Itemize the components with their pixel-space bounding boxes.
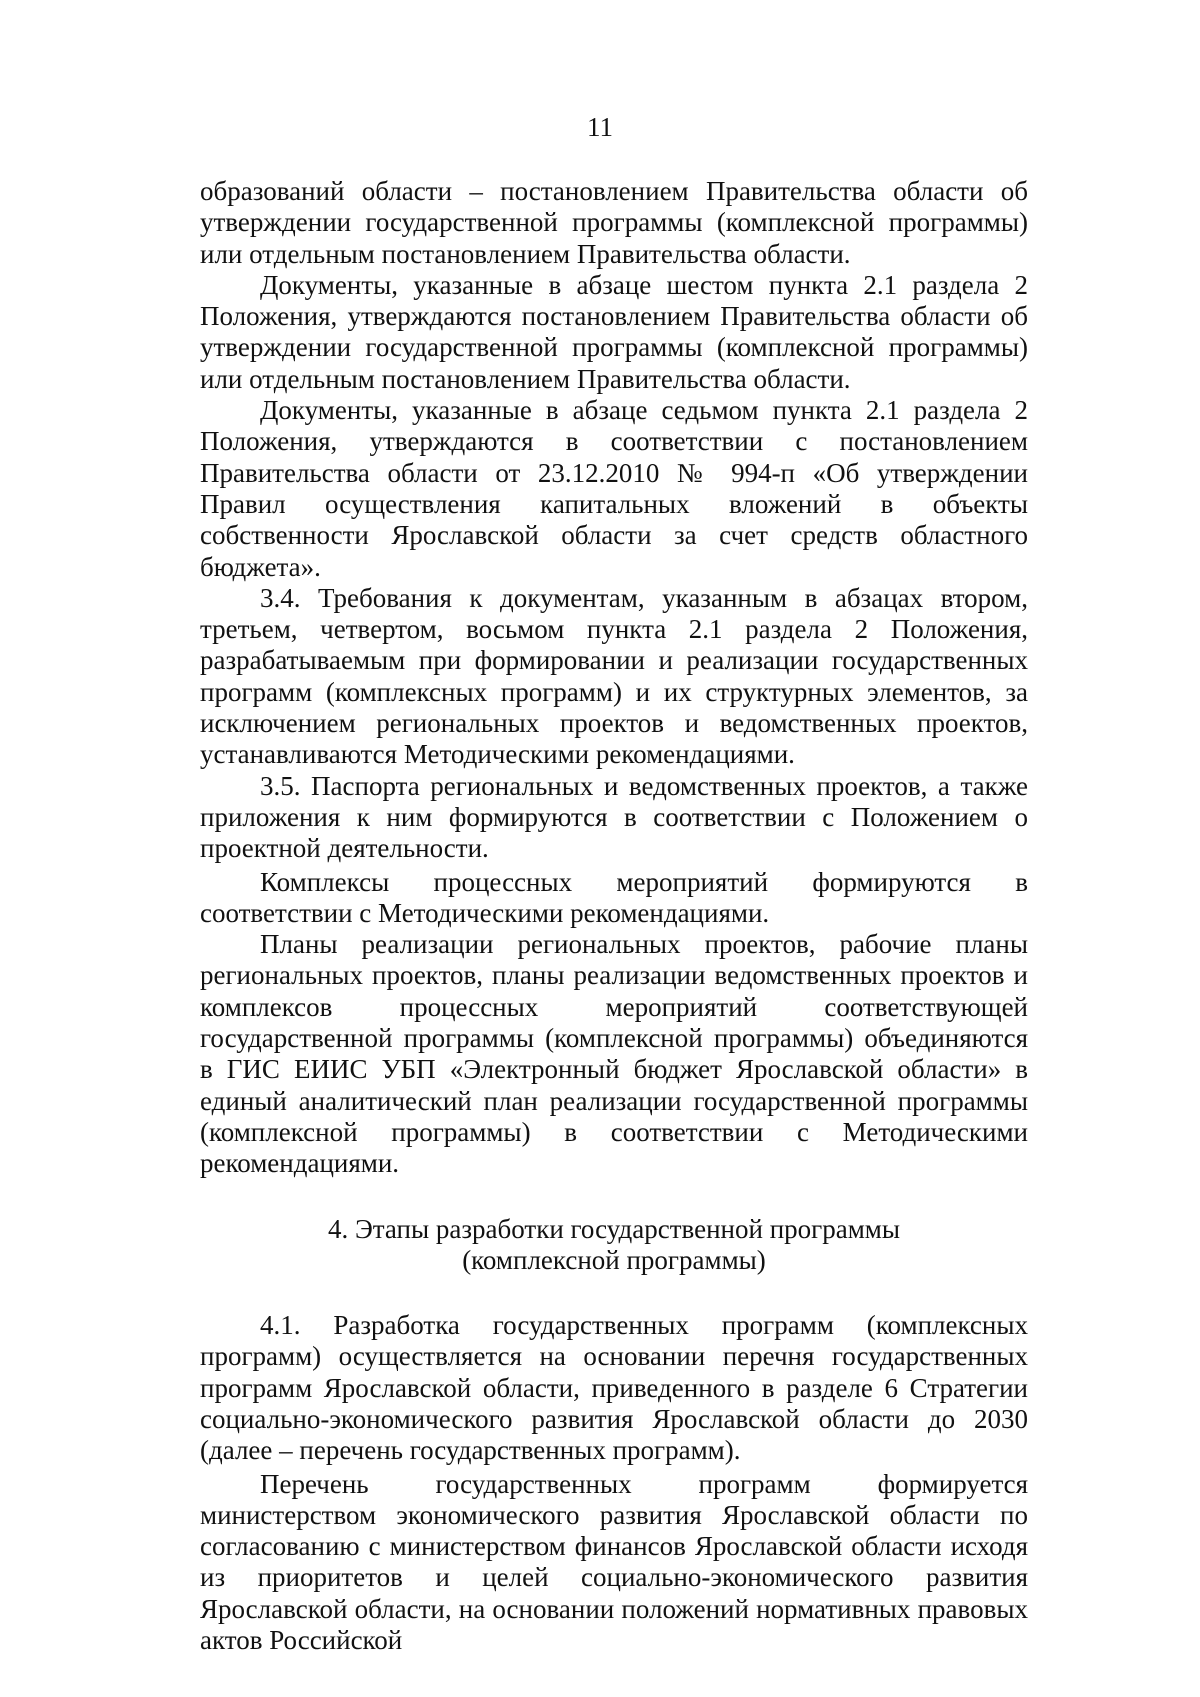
document-body — [200, 176, 1028, 1656]
paragraph-4-1: 4.1. Разработка государственных программ (комплексных программ) осуществляется на основании перечня государственных программ Ярославской области, приведенного в разделе 6 Стратегии социально-экономического развития Ярославской области до 2030 (далее – перечень государственных программ). — [200, 1310, 1028, 1466]
paragraph-documents-sixth: Документы, указанные в абзаце шестом пункта 2.1 раздела 2 Положения, утверждаются постановлением Правительства области об утверждении государственной программы (комплексной программы) или отдельным постановлением Правительства области. — [200, 269, 1028, 394]
page-number: 11 — [587, 112, 613, 142]
section-heading-line-2: (комплексной программы) — [462, 1244, 766, 1275]
paragraph-implementation-plans: Планы реализации региональных проектов, рабочие планы региональных проектов, планы реализации ведомственных проектов и комплексов процессных мероприятий соответствующей государственной программы (комплексной программы) объединяются в ГИС ЕИИС УБП «Электронный бюджет Ярославской области» в единый аналитический план реализации государственной программы (комплексной программы) в соответствии с Методическими рекомендациями. — [200, 929, 1028, 1179]
paragraph-continuation: образований области – постановлением Правительства области об утверждении государственной программы (комплексной программы) или отдельным постановлением Правительства области. — [200, 176, 1028, 269]
paragraph-3-4: 3.4. Требования к документам, указанным в абзацах втором, третьем, четвертом, восьмом пункта 2.1 раздела 2 Положения, разрабатываемым при формировании и реализации государственных программ (комплексных программ) и их структурных элементов, за исключением региональных проектов и ведомственных проектов, устанавливаются Методическими рекомендациями. — [200, 582, 1028, 770]
paragraph-documents-seventh: Документы, указанные в абзаце седьмом пункта 2.1 раздела 2 Положения, утверждаются в соответствии с постановлением Правительства области от 23.12.2010 № 994-п «Об утверждении Правил осуществления капитальных вложений в объекты собственности Ярославской области за счет средств областного бюджета». — [200, 395, 1028, 582]
paragraph-process-complexes: Комплексы процессных мероприятий формируются в соответствии с Методическими рекомендациями. — [200, 866, 1028, 928]
paragraph-3-5: 3.5. Паспорта региональных и ведомственных проектов, а также приложения к ним формируются в соответствии с Положением о проектной деятельности. — [200, 770, 1028, 864]
section-heading-line-1: 4. Этапы разработки государственной программы — [327, 1213, 901, 1244]
section-heading — [200, 1214, 1028, 1277]
paragraph-program-list: Перечень государственных программ формируется министерством экономического развития Ярославской области по согласованию с министерством финансов Ярославской области исходя из приоритетов и целей социально-экономического развития Ярославской области, на основании положений нормативных правовых актов Российской — [200, 1468, 1028, 1656]
